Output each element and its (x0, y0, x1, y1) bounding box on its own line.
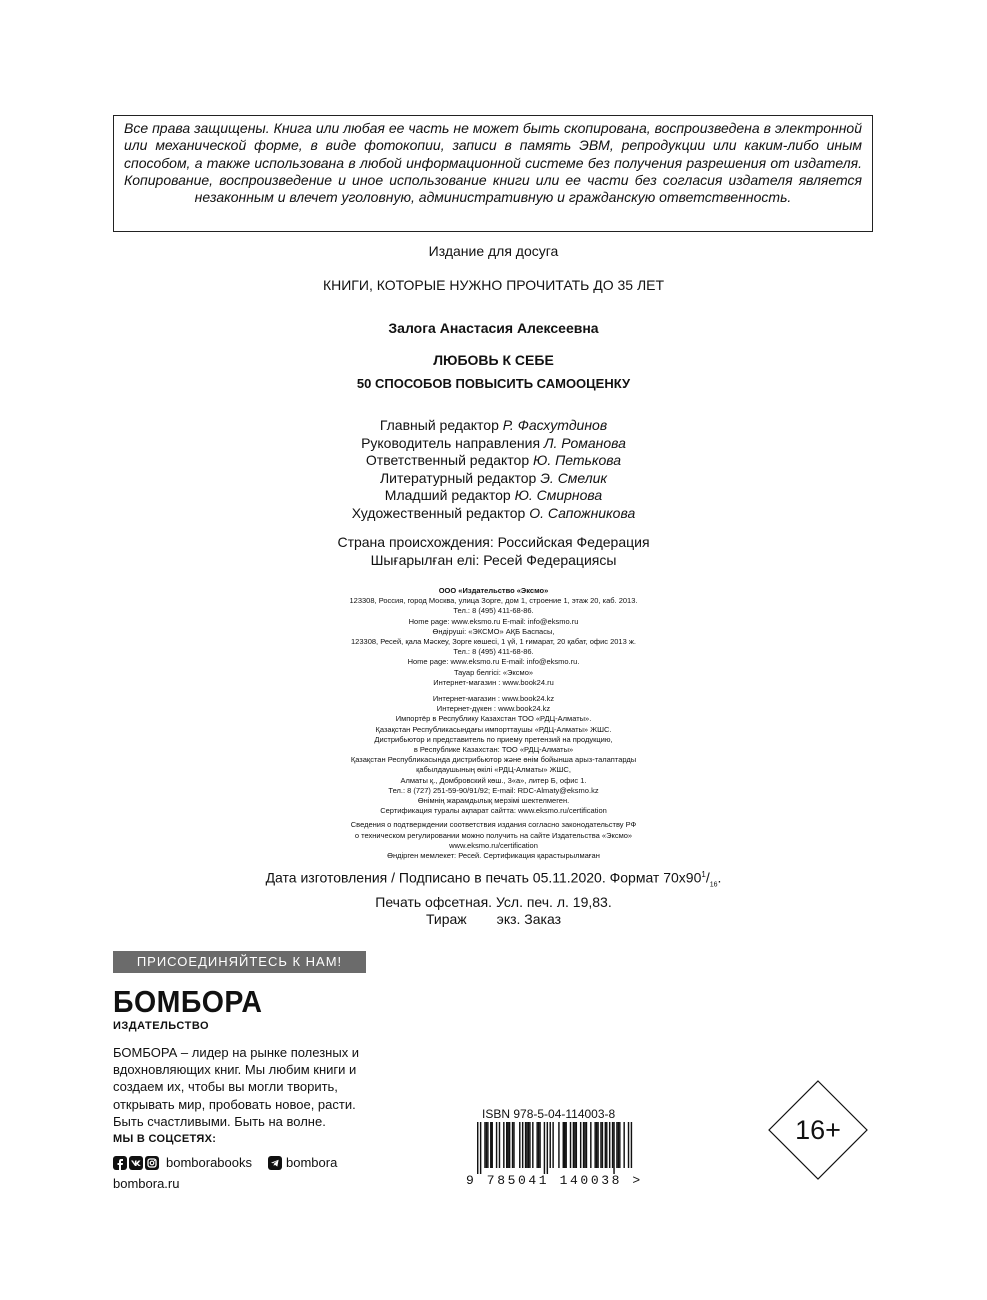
barcode-bar (539, 1122, 540, 1168)
barcode-bar (550, 1122, 551, 1168)
telegram-icon[interactable] (268, 1156, 282, 1170)
author-name: Залога Анастасия Алексеевна (388, 320, 599, 336)
country-origin-kz: Шығарылған елі: Ресей Федерациясы (370, 552, 617, 568)
imprint-line: ООО «Издательство «Эксмо» (438, 586, 549, 595)
barcode-image (473, 1122, 633, 1174)
imprint-line: Сведения о подтверждении соответствия издания согласно законодательству РФ (350, 820, 637, 830)
barcode-bar (503, 1122, 504, 1168)
imprint-line: қабылдаушының өкілі «РДЦ-Алматы» ЖШС, (416, 765, 571, 775)
barcode-bar (563, 1122, 564, 1168)
barcode-bar (606, 1122, 607, 1168)
production-line: Дата изготовления / Подписано в печать 05.11.2020. Формат $70х90^1/_{16}$. (265, 869, 722, 889)
imprint-block (0, 586, 987, 861)
production-line: Печать офсетная. Усл. печ. л. 19,83. (375, 893, 612, 910)
barcode-bar (583, 1122, 584, 1168)
series-title: КНИГИ, КОТОРЫЕ НУЖНО ПРОЧИТАТЬ ДО 35 ЛЕТ (322, 277, 665, 293)
imprint-line: www.eksmo.ru/certification (449, 840, 538, 850)
barcode-bar (519, 1122, 520, 1168)
staff-line: Младший редактор Ю. Смирнова (384, 487, 603, 503)
instagram-icon[interactable] (145, 1156, 159, 1170)
barcode-bar (564, 1122, 565, 1168)
barcode-bar (612, 1122, 613, 1168)
barcode-bar (590, 1122, 591, 1168)
barcode-bar (570, 1122, 571, 1168)
join-us-banner: ПРИСОЕДИНЯЙТЕСЬ К НАМ! (113, 951, 366, 973)
barcode-bar (616, 1122, 617, 1168)
barcode-bar (574, 1122, 575, 1168)
barcode-digits: 9 785041 140038 > (466, 1173, 643, 1188)
imprint-line: Өндірген мемлекет: Ресей. Сертификация қарастырылмаған (387, 851, 600, 861)
barcode-bar (509, 1122, 510, 1168)
imprint-line: Қазақстан Республикасындағы импорттаушы «РДЦ-Алматы» ЖШС. (375, 724, 612, 734)
imprint-line: 123308, Ресей, қала Мәскеу, Зорге көшесі, 1 үй, 1 ғимарат, 20 қабат, офис 2013 ж. (351, 637, 636, 647)
copyright-notice-box (113, 115, 873, 232)
barcode-bar (490, 1122, 491, 1168)
staff-line: Художественный редактор О. Сапожникова (351, 504, 636, 521)
imprint-line: Тел.: 8 (495) 411-68-86. (453, 606, 534, 616)
imprint-line: Интернет-дүкен : www.book24.kz (436, 704, 551, 714)
barcode-bar (492, 1122, 493, 1168)
imprint-line: в Республике Казахстан: ТОО «РДЦ-Алматы» (413, 745, 574, 755)
copyright-notice-text: Все права защищены. Книга или любая ее часть не может быть скопирована, воспроизведена в электронной или механической форме, в виде фотокопии, записи в память ЭВМ, репродукции или каким-либо иным способом, а также использована в любой информационной системе без получения разрешения от издателя. Копирование, воспроизведение и иное использование книги или ее части без согласия издателя является незаконным и влечет уголовную, административную и гражданскую ответственность. (124, 120, 862, 206)
barcode-bar (619, 1122, 620, 1168)
imprint-line: Алматы қ., Домбровский көш., 3«а», литер Б, офис 1. (400, 775, 587, 785)
country-origin-ru: Страна происхождения: Российская Федерация (337, 534, 650, 550)
barcode-bar (499, 1122, 500, 1168)
book-title: ЛЮБОВЬ К СЕБЕ (433, 352, 554, 368)
barcode-bar (558, 1122, 559, 1168)
facebook-icon[interactable] (113, 1156, 127, 1170)
barcode-bar (594, 1122, 595, 1168)
imprint-line: Тел.: 8 (727) 251-59-90/91/92; E-mail: RDC-Almaty@eksmo.kz (388, 785, 599, 795)
staff-line: Руководитель направления Л. Романова (361, 434, 626, 451)
imprint-line: Home page: www.eksmo.ru E-mail: info@eksmo.ru. (407, 657, 580, 667)
imprint-line: Сертификация туралы ақпарат сайтта: www.eksmo.ru/certification (380, 806, 607, 816)
barcode-bar (631, 1122, 632, 1168)
imprint-line: 123308, Россия, город Москва, улица Зорге, дом 1, строение 1, этаж 20, каб. 2013. (349, 596, 638, 606)
barcode-bar (507, 1122, 508, 1168)
staff-line: Главный редактор Р. Фасхутдинов (379, 417, 608, 433)
barcode-bar (602, 1122, 603, 1168)
imprint-line: Өнімнің жарамдылық мерзімі шектелмеген. (417, 796, 570, 806)
imprint-line: Дистрибьютор и представитель по приему претензий на продукцию, (374, 734, 613, 744)
imprint-line: Тауар белгісі: «Эксмо» (453, 667, 534, 677)
age-rating-badge (768, 1080, 868, 1180)
barcode-bar (525, 1122, 526, 1168)
publisher-logo: БОМБОРА (113, 984, 263, 1019)
barcode-bar (484, 1122, 485, 1168)
vk-icon[interactable] (129, 1156, 143, 1170)
barcode-bar (536, 1122, 537, 1168)
barcode-bar (529, 1122, 530, 1168)
barcode-bar (565, 1122, 566, 1168)
barcode-bar (528, 1122, 529, 1168)
barcode-bar (613, 1122, 614, 1174)
barcode-bar (526, 1122, 527, 1168)
barcode-bar (480, 1122, 481, 1174)
barcode-bar (623, 1122, 624, 1168)
staff-line: Ответственный редактор Ю. Петькова (365, 452, 622, 468)
social-handle-books[interactable]: bomborabooks (166, 1155, 252, 1170)
imprint-line: Home page: www.eksmo.ru E-mail: info@eksmo.ru (408, 616, 579, 626)
social-heading: МЫ В СОЦСЕТЯХ: (113, 1133, 217, 1145)
barcode-bar (552, 1122, 553, 1168)
editorial-staff (0, 417, 987, 522)
barcode-bar (576, 1122, 577, 1168)
barcode-bar (597, 1122, 598, 1168)
barcode-bar (618, 1122, 619, 1168)
imprint-line: Тел.: 8 (495) 411-68-86. (453, 647, 534, 657)
barcode-bar (600, 1122, 601, 1168)
barcode-bar (486, 1122, 487, 1168)
barcode-bar (609, 1122, 610, 1168)
imprint-line: Интернет-магазин : www.book24.kz (432, 694, 555, 704)
barcode-bar (538, 1122, 539, 1168)
barcode-bar (513, 1122, 514, 1168)
barcode-bar (605, 1122, 606, 1168)
imprint-line: Интернет-магазин : www.book24.ru (433, 677, 554, 687)
barcode-bar (522, 1122, 523, 1168)
barcode-bar (580, 1122, 581, 1168)
barcode-bar (496, 1122, 497, 1168)
imprint-line: Қазақстан Республикасында дистрибьютор және өнім бойынша арыз-талаптарды (350, 755, 637, 765)
imprint-line: о техническом регулировании можно получить на сайте Издательства «Эксмо» (354, 830, 633, 840)
social-handle-bombora[interactable]: bombora (286, 1155, 338, 1170)
social-links (113, 1155, 337, 1171)
website-link[interactable]: bombora.ru (113, 1176, 180, 1191)
barcode-bar (487, 1122, 488, 1168)
barcode-bar (628, 1122, 629, 1168)
book-subtitle: 50 СПОСОБОВ ПОВЫСИТЬ САМООЦЕНКУ (356, 376, 631, 391)
imprint-line: Импортёр в Республику Казахстан ТОО «РДЦ-Алматы». (395, 714, 592, 724)
isbn-number: ISBN 978-5-04-114003-8 (482, 1107, 616, 1121)
production-info (0, 866, 987, 929)
barcode-bar (506, 1122, 507, 1168)
age-rating-text: 16+ (795, 1115, 841, 1145)
barcode-bar (512, 1122, 513, 1168)
barcode-bar (547, 1122, 548, 1174)
edition-type: Издание для досуга (428, 243, 559, 259)
print-run-line: Тираж экз. Заказ (425, 911, 562, 928)
staff-line: Литературный редактор Э. Смелик (379, 469, 608, 486)
barcode-bar (532, 1122, 533, 1168)
barcode-bar (584, 1122, 585, 1168)
imprint-line: Өндіруші: «ЭКСМО» АҚБ Баспасы, (432, 626, 555, 636)
publisher-logo-subtitle: ИЗДАТЕЛЬСТВО (113, 1020, 210, 1032)
barcode-bar (544, 1122, 545, 1174)
publisher-description: БОМБОРА – лидер на рынке полезных и вдохновляющих книг. Мы любим книги и создаем их, чтобы вы могли творить, открывать мир, пробовать новое, расти. Быть счастливыми. Быть на волне. (113, 1045, 360, 1129)
barcode-bar (596, 1122, 597, 1168)
barcode-bar (477, 1122, 478, 1174)
barcode-bar (586, 1122, 587, 1168)
barcode-bar (573, 1122, 574, 1168)
